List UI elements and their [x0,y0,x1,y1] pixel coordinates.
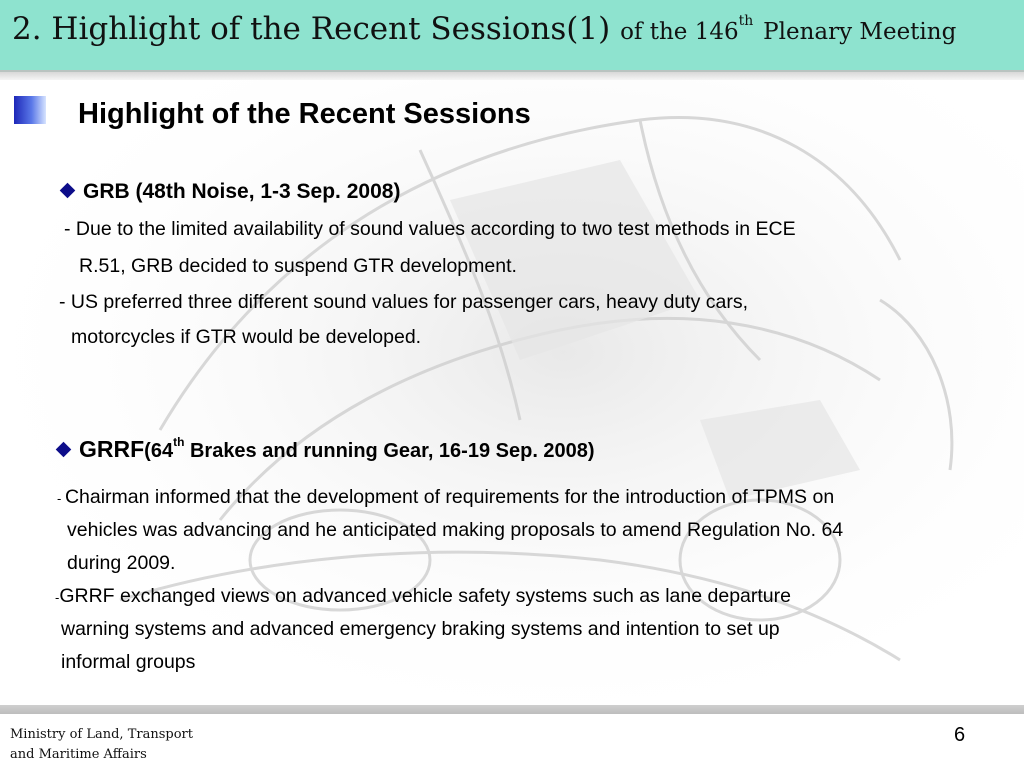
grrf-text: GRRF exchanged views on advanced vehicle safety systems such as lane departure [59,585,791,607]
grrf-line-5: warning systems and advanced emergency braking systems and intention to set up [61,618,780,640]
footer-org-line-1: Ministry of Land, Transport [10,727,193,742]
slide-title [12,11,956,47]
grb-line-1: - Due to the limited availability of sound values according to two test methods in ECE [64,218,796,240]
grrf-text: Chairman informed that the development of requirements for the introduction of TPMS on [64,486,835,508]
title-superscript: th [738,13,754,29]
grrf-heading-row [58,436,595,463]
section-bullet-icon [14,96,46,124]
title-bar [0,0,1024,72]
diamond-bullet-icon [56,442,72,458]
grrf-dash: - [57,491,65,506]
grrf-line-1 [57,488,834,508]
title-main: 2. Highlight of the Recent Sessions(1) [12,11,611,47]
grrf-line-6: informal groups [61,651,196,673]
grb-heading-row [62,181,400,202]
grrf-line-3: during 2009. [67,552,176,574]
header-divider [0,72,1024,80]
grb-heading: GRB (48th Noise, 1-3 Sep. 2008) [83,180,401,203]
grrf-heading-main: GRRF [79,436,145,462]
grb-line-2: R.51, GRB decided to suspend GTR development. [79,255,517,277]
grrf-line-2: vehicles was advancing and he anticipated making proposals to amend Regulation No. 64 [67,519,844,541]
grrf-heading-rest: Brakes and running Gear, 16-19 Sep. 2008) [184,440,595,462]
footer-organization [10,725,193,765]
grrf-line-4 [55,587,791,607]
footer-divider [0,705,1024,714]
page-number: 6 [954,724,966,746]
title-tail: Plenary Meeting [763,19,957,45]
diamond-bullet-icon [60,183,76,199]
footer-org-line-2: and Maritime Affairs [10,747,147,762]
grrf-dash: - [55,590,60,605]
grb-line-3: - US preferred three different sound values for passenger cars, heavy duty cars, [59,291,748,313]
grrf-heading-open: (64 [144,440,174,462]
grb-line-4: motorcycles if GTR would be developed. [71,326,422,348]
grrf-heading-superscript: th [173,435,185,449]
section-heading: Highlight of the Recent Sessions [78,98,531,130]
title-of: of the 146 [620,19,739,45]
